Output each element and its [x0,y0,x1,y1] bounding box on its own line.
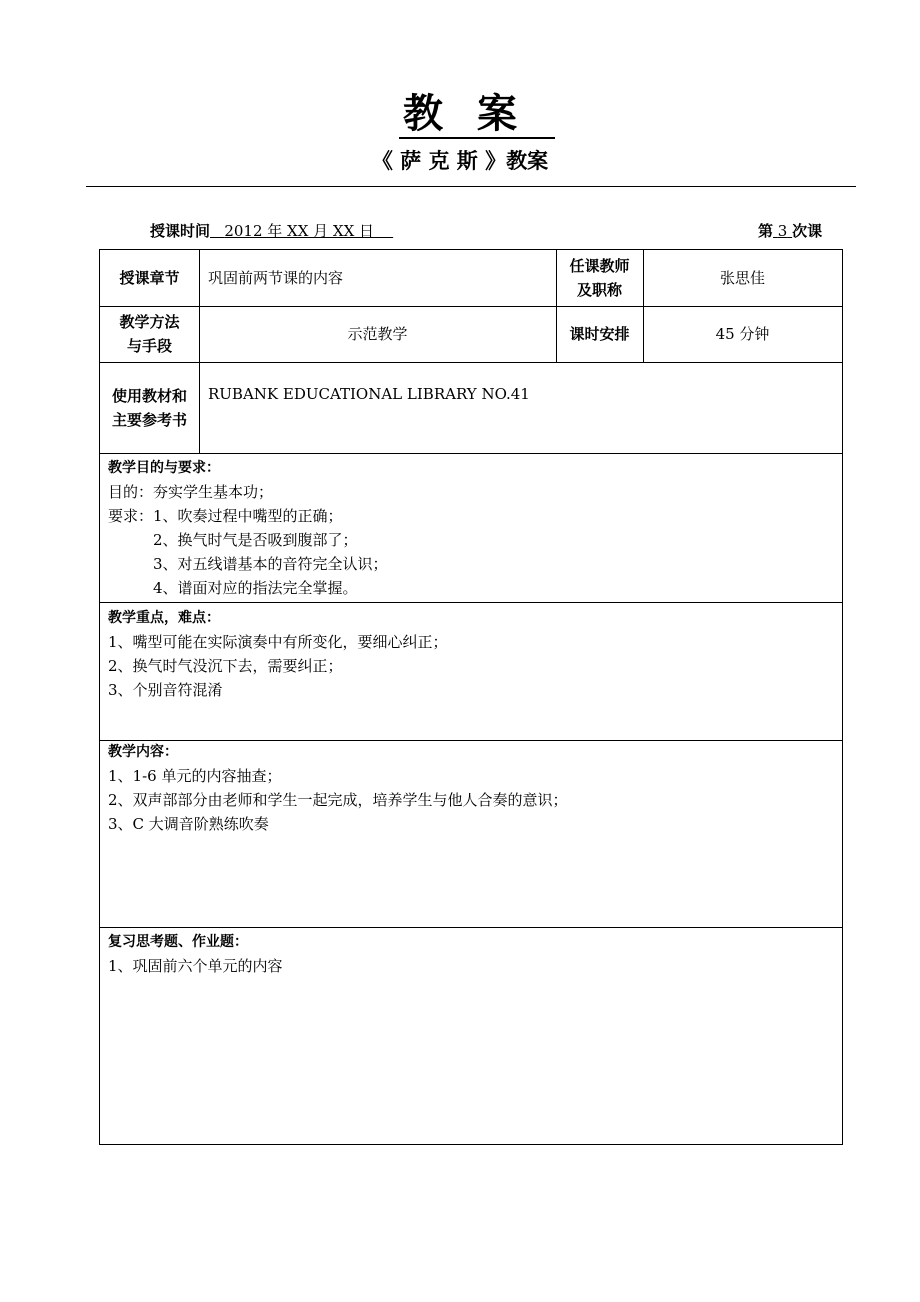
focus-heading: 教学重点，难点： [108,610,220,626]
class-time-value: 2012 年 XX 月 XX 日 [224,222,375,240]
chapter-value: 巩固前两节课的内容 [208,269,344,287]
hours-value: 45 分钟 [715,325,770,343]
focus-section [108,606,834,702]
homework-heading: 复习思考题、作业题： [108,934,248,950]
books-label: 使用教材和 主要参考书 [111,386,187,429]
method-label: 教学方法 与手段 [119,313,180,355]
homework-section [108,930,834,978]
content-line: 2、双声部部分由老师和学生一起完成，培养学生与他人合奏的意识； [108,791,568,809]
focus-line: 3、个别音符混淆 [108,681,223,699]
books-value: RUBANK EDUCATIONAL LIBRARY NO.41 [208,385,530,403]
content-heading: 教学内容： [108,744,178,760]
focus-line: 2、换气时气没沉下去，需要纠正； [108,657,343,675]
lesson-plan-table [99,249,843,1145]
teacher-value: 张思佳 [719,269,765,287]
document-subtitle: 《 萨 克 斯 》教案 [371,149,549,173]
content-section [108,740,834,836]
method-value: 示范教学 [347,325,408,343]
document-title: 教案 [0,88,920,140]
goals-line: 目的：夯实学生基本功； [108,483,274,501]
goals-line: 2、换气时气是否吸到腹部了； [108,531,358,549]
class-time-line [150,220,393,242]
homework-line: 1、巩固前六个单元的内容 [108,957,283,975]
title-divider [86,186,856,187]
focus-line: 1、嘴型可能在实际演奏中有所变化，要细心纠正； [108,633,448,651]
content-line: 3、C 大调音阶熟练吹奏 [108,815,269,833]
class-time-label: 授课时间 [150,222,211,240]
goals-line: 3、对五线谱基本的音符完全认识； [108,555,388,573]
goals-heading: 教学目的与要求： [108,460,220,476]
goals-section [108,456,834,600]
hours-label: 课时安排 [569,325,630,343]
goals-line: 要求：1、吹奏过程中嘴型的正确； [108,507,343,525]
lesson-number: 3 [777,222,788,240]
content-line: 1、1-6 单元的内容抽查； [108,767,282,785]
teacher-label: 任课教师 及职称 [569,257,630,299]
chapter-label: 授课章节 [119,269,180,287]
lesson-number-line: 第 3 次课 [758,222,823,240]
goals-line: 4、谱面对应的指法完全掌握。 [108,579,358,597]
